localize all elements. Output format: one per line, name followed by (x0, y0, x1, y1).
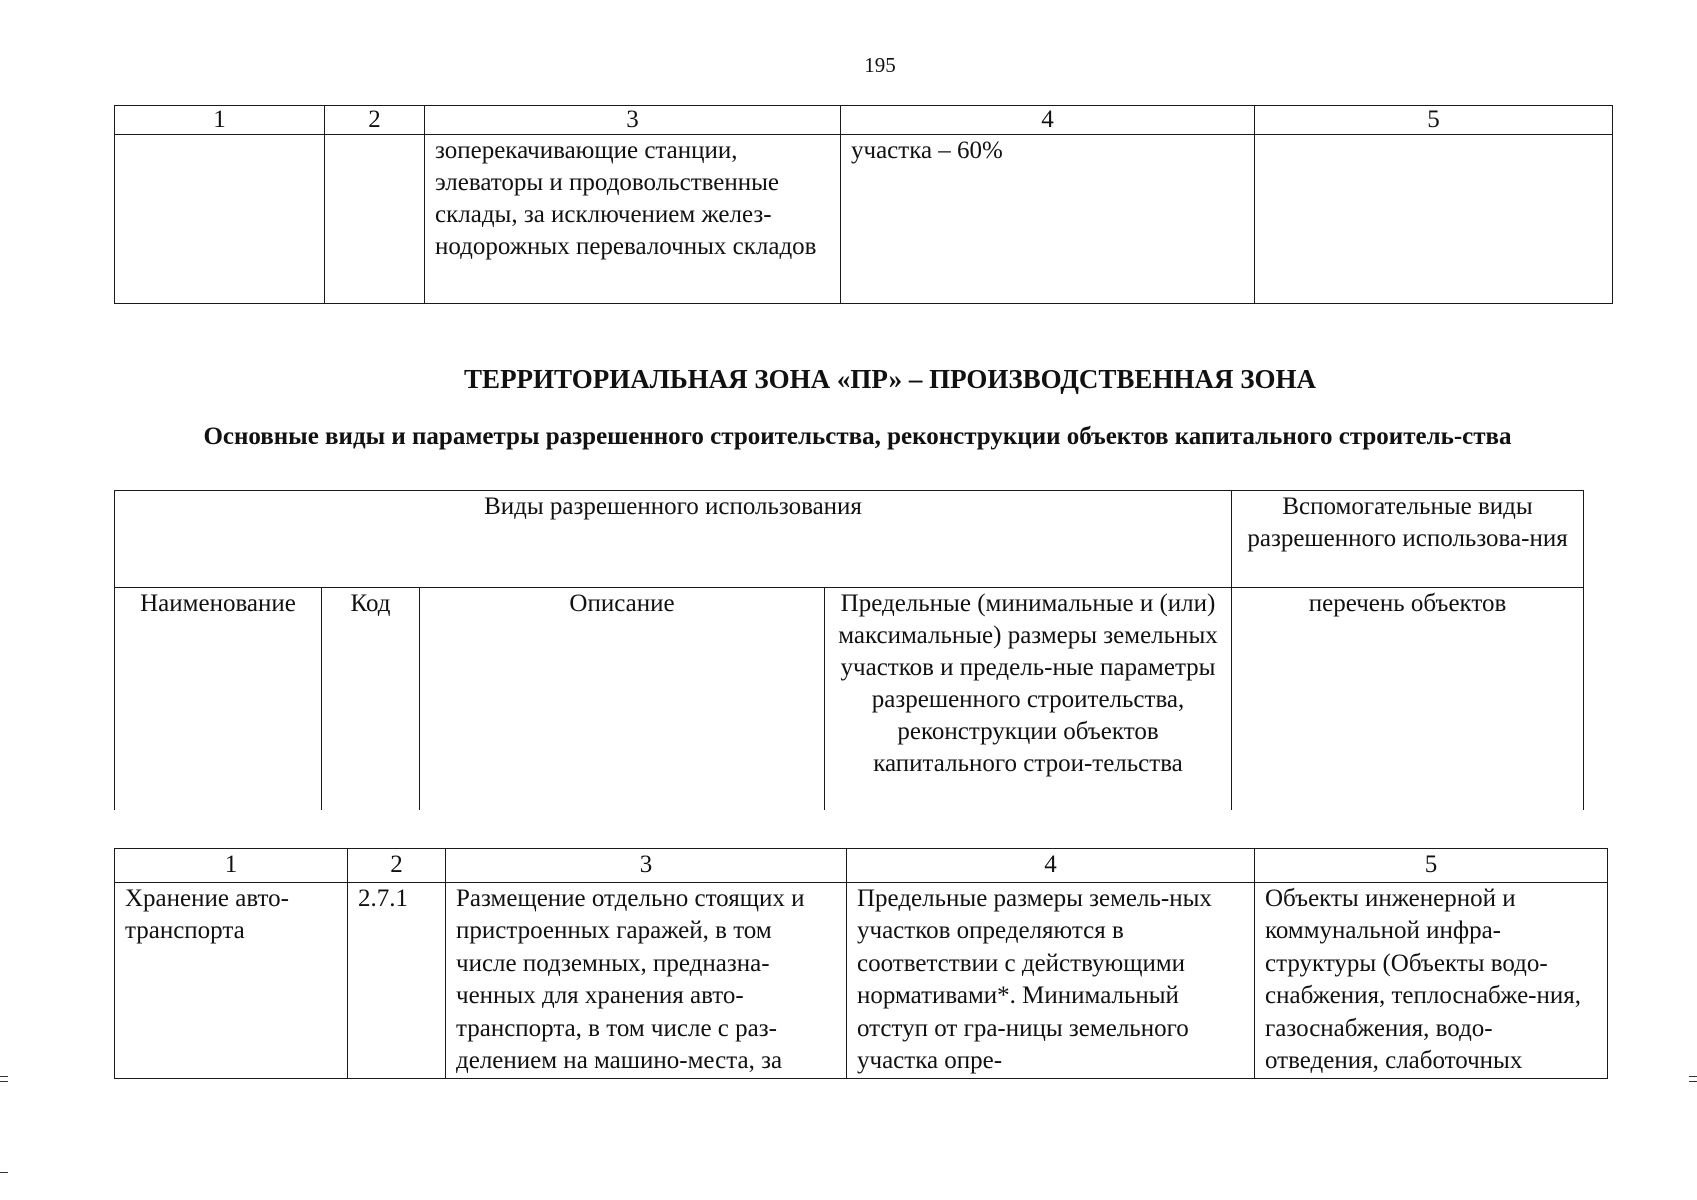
header-auxiliary-uses: Вспомогательные виды разрешенного использова-ния (1232, 491, 1584, 588)
column-number: 4 (847, 849, 1255, 883)
header-group-row (115, 491, 1584, 588)
column-number-row (115, 849, 1608, 883)
cell-code (325, 135, 425, 304)
cell-name (115, 135, 325, 304)
cell-limits: участка – 60% (841, 135, 1255, 304)
column-number: 2 (348, 849, 446, 883)
column-number: 4 (841, 106, 1255, 135)
header-code: Код (322, 588, 420, 811)
cell-limits: Предельные размеры земель-ных участков определяются в соответствии с действующими нормативами*. Минимальный отступ от гра-ницы земельного участка опре- (847, 882, 1255, 1078)
cell-description: зоперекачивающие станции, элеваторы и продовольственные склады, за исключением желез-нодорожных перевалочных складов (425, 135, 841, 304)
page-number: 195 (864, 53, 896, 77)
column-number: 2 (325, 106, 425, 135)
header-table (114, 490, 1584, 810)
scan-edge-mark (1689, 1076, 1697, 1077)
cell-objects (1255, 135, 1613, 304)
header-columns-row (115, 588, 1584, 811)
header-description: Описание (420, 588, 825, 811)
column-number: 1 (115, 849, 348, 883)
column-number: 5 (1255, 106, 1613, 135)
scan-edge-mark (0, 1076, 8, 1077)
scan-edge-mark (1689, 1081, 1697, 1082)
cell-name: Хранение авто-транспорта (115, 882, 348, 1078)
column-number: 3 (446, 849, 847, 883)
column-number-row (115, 106, 1613, 135)
column-number: 1 (115, 106, 325, 135)
header-name: Наименование (115, 588, 322, 811)
zone-subtitle: Основные виды и параметры разрешенного строительства, реконструкции объектов капитального строитель-ства (203, 423, 1512, 450)
header-permitted-uses: Виды разрешенного использования (115, 491, 1232, 588)
table-row (115, 135, 1613, 304)
header-object-list: перечень объектов (1232, 588, 1584, 811)
scan-edge-mark (0, 1081, 8, 1082)
column-number: 5 (1255, 849, 1608, 883)
main-table (114, 848, 1608, 1079)
column-number: 3 (425, 106, 841, 135)
scan-edge-mark (0, 1172, 8, 1173)
continuation-table (114, 105, 1613, 304)
zone-title: ТЕРРИТОРИАЛЬНАЯ ЗОНА «ПР» – ПРОИЗВОДСТВЕННАЯ ЗОНА (464, 364, 1316, 394)
cell-code: 2.7.1 (348, 882, 446, 1078)
cell-description: Размещение отдельно стоящих и пристроенных гаражей, в том числе подземных, предназна-ченных для хранения авто-транспорта, в том числе с раз-делением на машино-места, за (446, 882, 847, 1078)
header-limits: Предельные (минимальные и (или) максимальные) размеры земельных участков и предель-ные параметры разрешенного строительства, реконструкции объектов капитального строи-тельства (825, 588, 1232, 811)
table-row (115, 882, 1608, 1078)
cell-objects: Объекты инженерной и коммунальной инфра-структуры (Объекты водо-снабжения, теплоснабже-ния, газоснабжения, водо-отведения, слаботочных (1255, 882, 1608, 1078)
